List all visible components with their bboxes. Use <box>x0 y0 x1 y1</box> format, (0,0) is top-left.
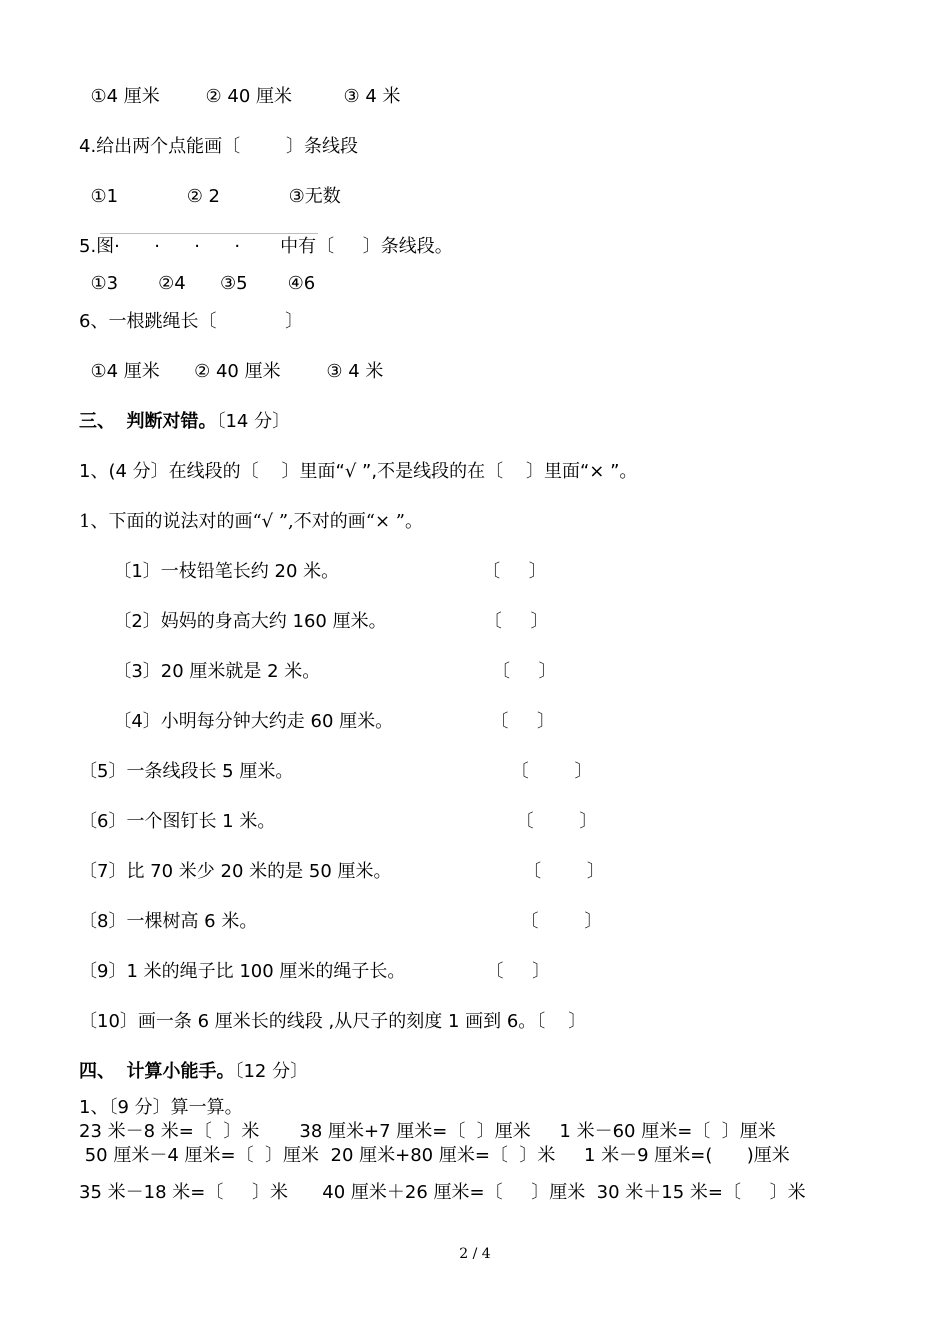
page-number: 2 / 4 <box>459 1246 491 1262</box>
section-3-number: 三、 <box>79 411 115 432</box>
s3-q1-instruction: 1、(4 分〕在线段的〔 〕里面“√ ”,不是线段的在〔 〕里面“× ”。 <box>79 461 638 482</box>
section-3-title: 判断对错。 <box>126 411 217 432</box>
judge-item-1: 〔1〕一枝铅笔长约 20 米。 〔 〕 <box>79 561 547 582</box>
q6-options: ①4 厘米 ② 40 厘米 ③ 4 米 <box>79 361 384 382</box>
q4-text: 4.给出两个点能画〔 〕条线段 <box>79 136 358 157</box>
calc-row-3: 35 米－18 米=〔 〕米 40 厘米＋26 厘米=〔 〕厘米 30 米＋15 米=〔 〕米 <box>79 1182 806 1203</box>
s3-q1b-instruction: 1、下面的说法对的画“√ ”,不对的画“× ”。 <box>79 511 423 532</box>
judge-item-2: 〔2〕妈妈的身高大约 160 厘米。 〔 〕 <box>79 611 549 632</box>
segment-figure-line <box>100 233 318 234</box>
section-4-heading <box>79 1061 308 1083</box>
section-4-score: 〔12 分〕 <box>234 1061 309 1082</box>
judge-item-6: 〔6〕一个图钉长 1 米。 〔 〕 <box>79 811 598 832</box>
section-4-title: 计算小能手。 <box>126 1061 235 1082</box>
q5-options: ①3 ②4 ③5 ④6 <box>79 273 316 294</box>
calc-row-2: 50 厘米－4 厘米=〔 〕厘米 20 厘米+80 厘米=〔 〕米 1 米－9 厘米=( )厘米 <box>79 1145 790 1166</box>
judge-item-3: 〔3〕20 厘米就是 2 米。 〔 〕 <box>79 661 557 682</box>
judge-item-4: 〔4〕小明每分钟大约走 60 厘米。 〔 〕 <box>79 711 556 732</box>
section-3-score: 〔14 分〕 <box>216 411 291 432</box>
judge-item-9: 〔9〕1 米的绳子比 100 厘米的绳子长。 〔 〕 <box>79 961 551 982</box>
section-3-heading <box>79 411 290 433</box>
section-4-number: 四、 <box>79 1061 115 1082</box>
judge-item-7: 〔7〕比 70 米少 20 米的是 50 厘米。 〔 〕 <box>79 861 605 882</box>
q5-text: 5.图· · · · 中有〔 〕条线段。 <box>79 236 453 257</box>
calc-row-1: 23 米－8 米=〔 〕米 38 厘米+7 厘米=〔 〕厘米 1 米－60 厘米=〔 〕厘米 <box>79 1121 776 1142</box>
judge-item-5: 〔5〕一条线段长 5 厘米。 〔 〕 <box>79 761 593 782</box>
q3-options: ①4 厘米 ② 40 厘米 ③ 4 米 <box>79 86 401 107</box>
q4-options: ①1 ② 2 ③无数 <box>79 186 341 207</box>
q6-text: 6、一根跳绳长〔 〕 <box>79 311 304 332</box>
judge-item-10: 〔10〕画一条 6 厘米长的线段 ,从尺子的刻度 1 画到 6。〔 〕 <box>79 1011 587 1032</box>
s4-q1-instruction: 1、〔9 分〕算一算。 <box>79 1097 243 1118</box>
judge-item-8: 〔8〕一棵树高 6 米。 〔 〕 <box>79 911 603 932</box>
